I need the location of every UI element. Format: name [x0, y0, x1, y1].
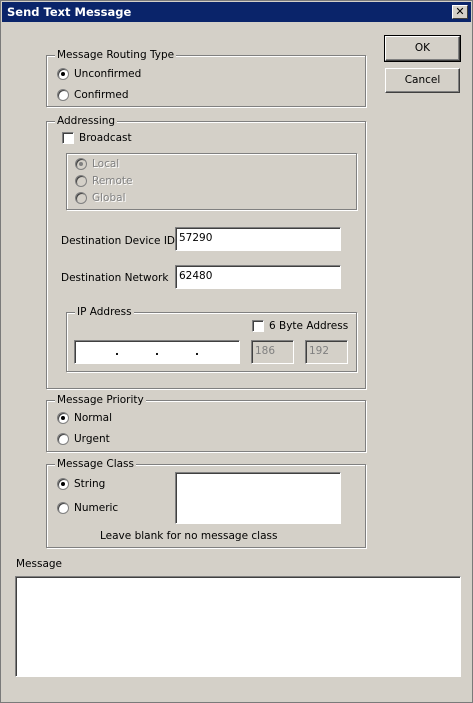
window-title: Send Text Message [7, 5, 132, 19]
radio-label-unconfirmed: Unconfirmed [74, 68, 142, 80]
addressing-legend: Addressing [57, 115, 116, 127]
scope-group [66, 153, 357, 210]
ip-octet-separator: . [115, 346, 119, 358]
radio-label-local: Local [92, 158, 120, 170]
radio-button[interactable] [57, 89, 69, 101]
radio-button-checked[interactable] [57, 478, 69, 490]
ip-address-input[interactable] [74, 340, 240, 364]
title-bar [2, 2, 471, 22]
message-textarea[interactable] [15, 576, 461, 677]
dest-device-input[interactable]: 57290 [175, 227, 341, 251]
broadcast-checkbox[interactable] [62, 132, 74, 144]
dest-device-label: Destination Device ID [61, 235, 176, 247]
radio-button [75, 175, 87, 187]
priority-group [46, 394, 366, 452]
message-class-legend: Message Class [57, 458, 134, 470]
ip-extra-input-2: 192 [305, 340, 348, 364]
message-class-input[interactable] [175, 472, 341, 524]
dest-network-input[interactable]: 62480 [175, 265, 341, 289]
message-label: Message [16, 558, 63, 570]
radio-label-urgent: Urgent [74, 433, 110, 445]
radio-label-numeric: Numeric [74, 502, 119, 514]
ip-address-group [66, 306, 357, 372]
routing-type-legend: Message Routing Type [57, 49, 175, 61]
routing-type-group [46, 49, 366, 107]
radio-label-string: String [74, 478, 106, 490]
radio-button-checked[interactable] [57, 412, 69, 424]
radio-button [75, 192, 87, 204]
radio-button[interactable] [57, 433, 69, 445]
cancel-button[interactable]: Cancel [385, 68, 460, 93]
radio-label-normal: Normal [74, 412, 112, 424]
ip-address-legend: IP Address [77, 306, 132, 318]
priority-legend: Message Priority [57, 394, 144, 406]
radio-label-global: Global [92, 192, 126, 204]
six-byte-checkbox[interactable] [252, 320, 264, 332]
radio-button[interactable] [57, 502, 69, 514]
broadcast-label: Broadcast [79, 132, 132, 144]
radio-button-checked[interactable] [57, 68, 69, 80]
radio-button-checked [75, 158, 87, 170]
dest-network-label: Destination Network [61, 272, 169, 284]
ok-button[interactable]: OK [385, 36, 460, 61]
message-class-hint: Leave blank for no message class [100, 530, 278, 542]
message-class-group [46, 458, 366, 548]
ip-octet-separator: . [195, 346, 199, 358]
ip-octet-separator: . [155, 346, 159, 358]
ip-extra-input-1: 186 [251, 340, 294, 364]
radio-label-remote: Remote [92, 175, 133, 187]
close-icon[interactable]: ✕ [452, 5, 468, 19]
radio-label-confirmed: Confirmed [74, 89, 129, 101]
six-byte-label: 6 Byte Address [269, 320, 349, 332]
addressing-group [46, 115, 366, 389]
